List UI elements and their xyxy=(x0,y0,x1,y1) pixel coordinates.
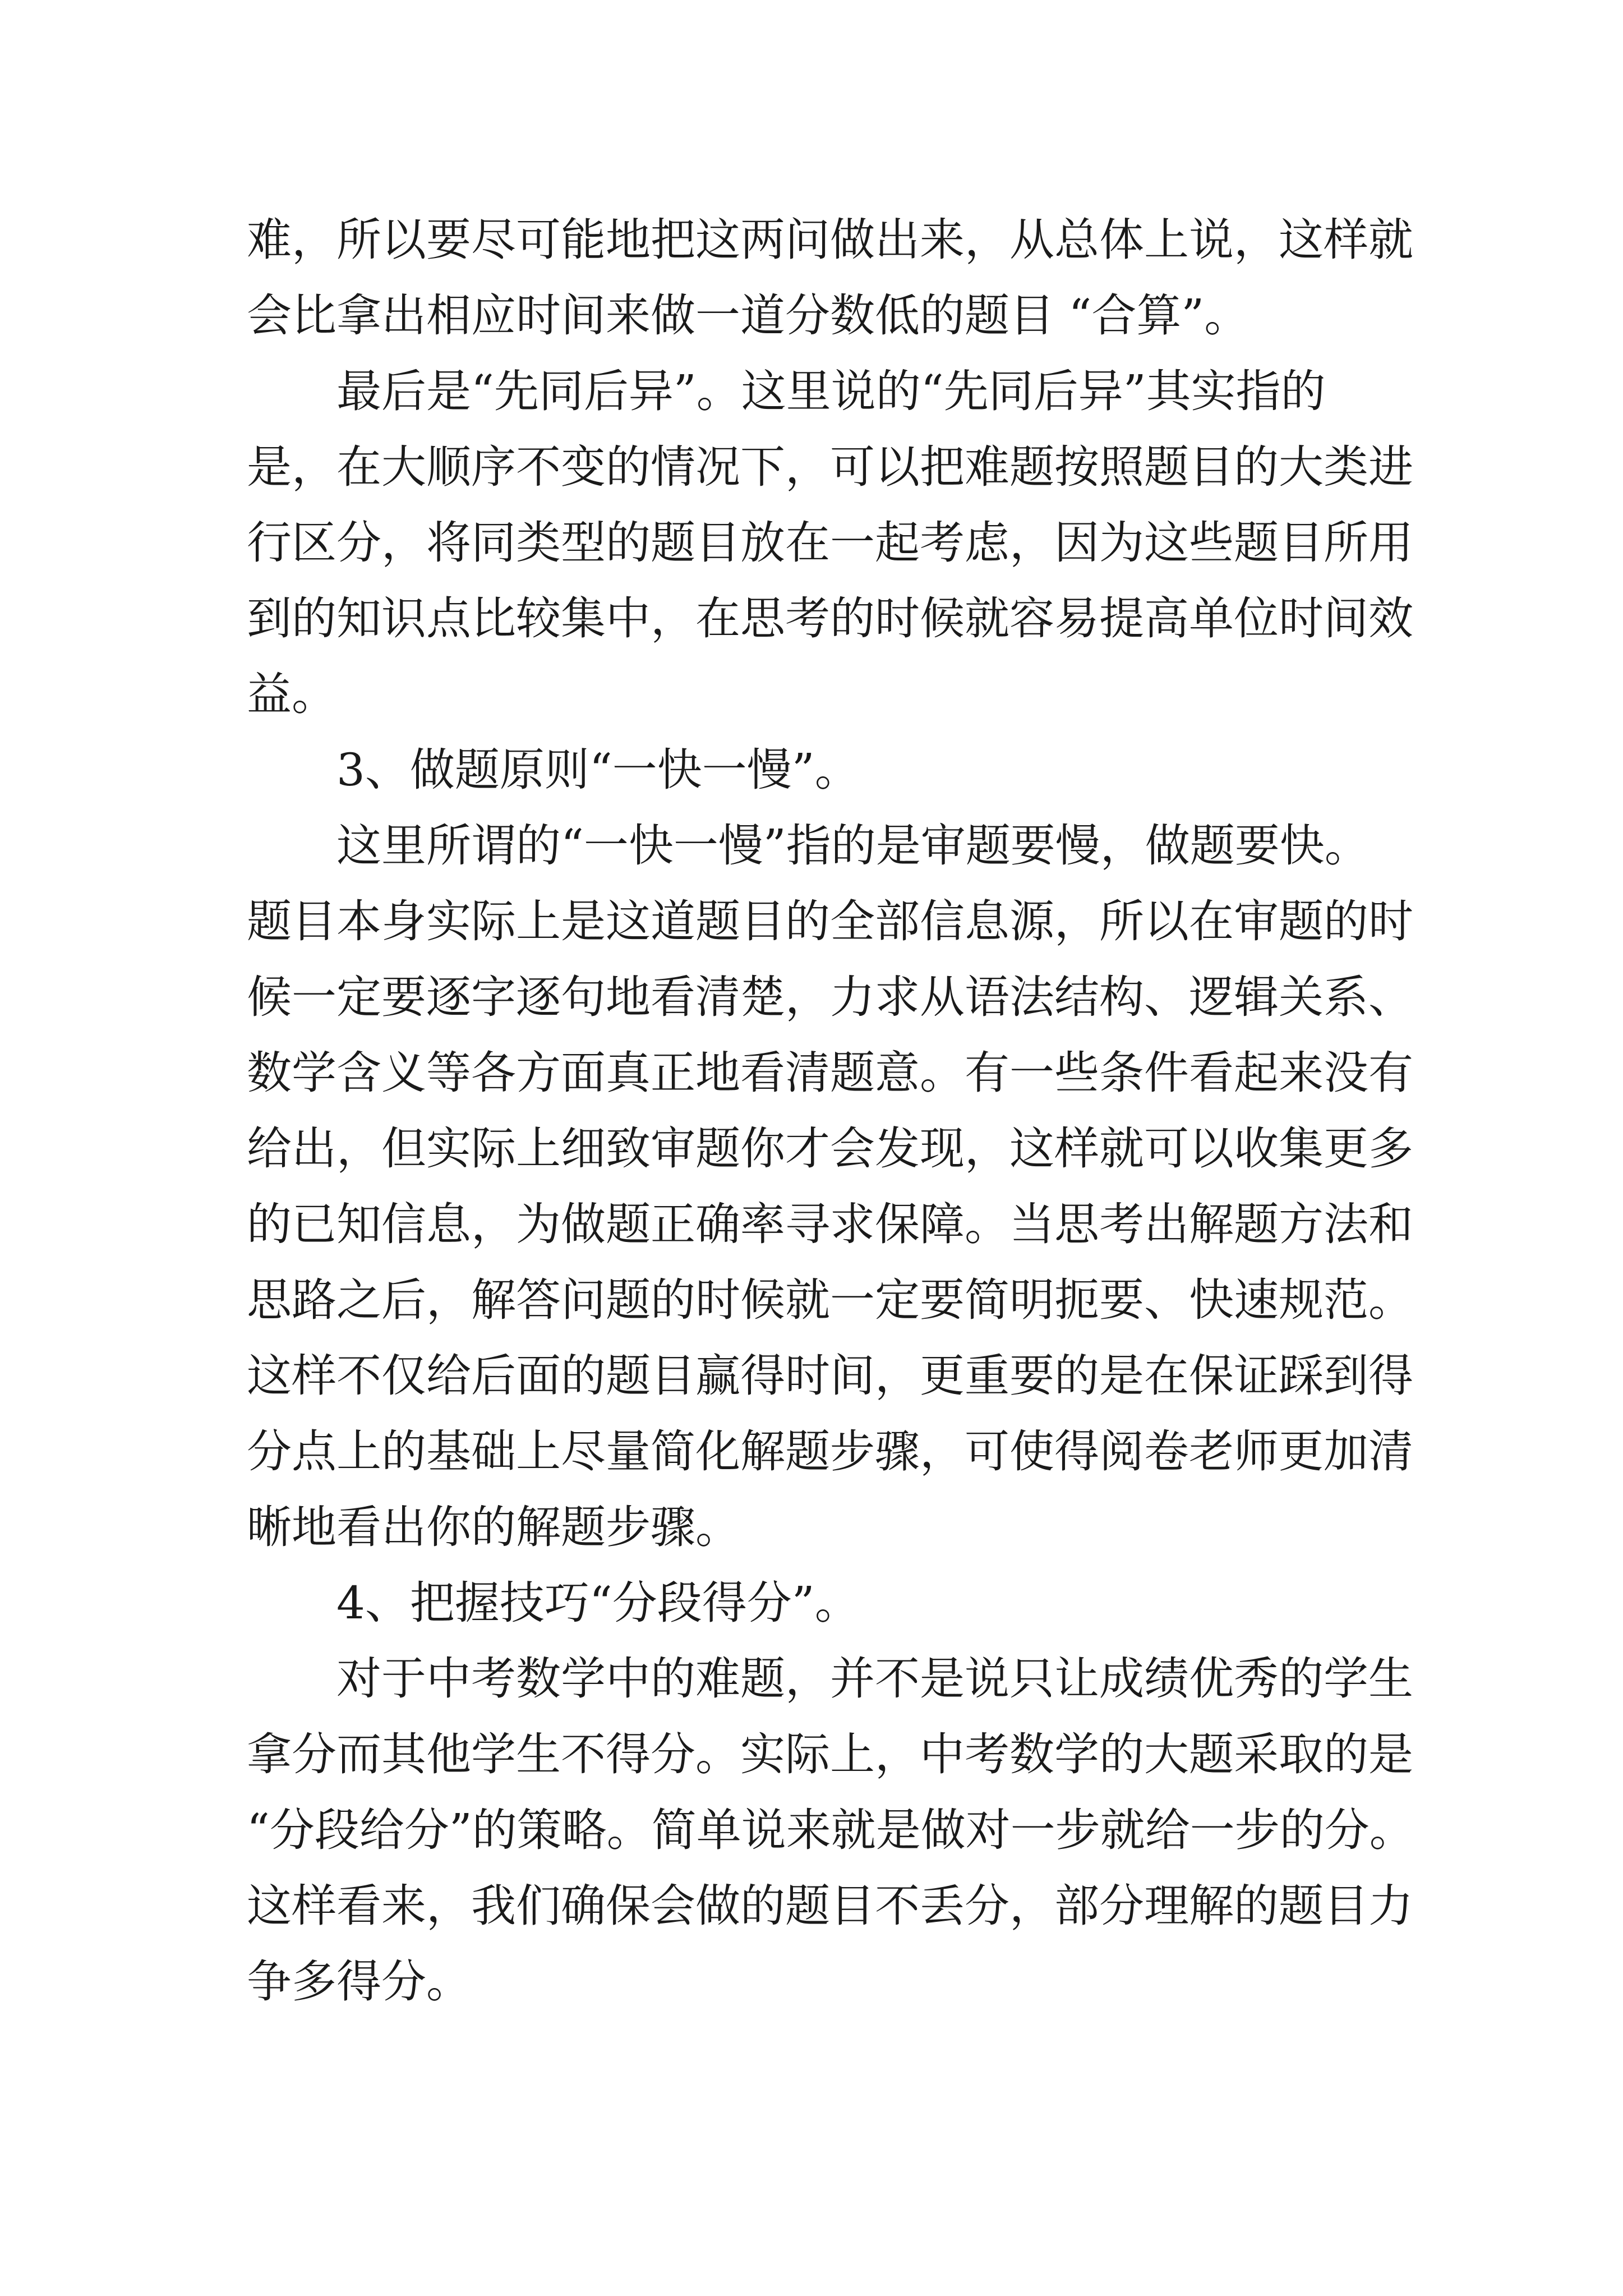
text-line: 是，在大顺序不变的情况下，可以把难题按照题目的大类进 xyxy=(247,441,1413,493)
paragraph xyxy=(247,1641,1413,2019)
section-heading xyxy=(247,732,1413,808)
text-line: 最后是“先同后异”。这里说的“先同后异”其实指的 xyxy=(336,365,1326,417)
text-line: 难，所以要尽可能地把这两问做出来，从总体上说，这样就 xyxy=(247,214,1413,266)
text-line: 分点上的基础上尽量简化解题步骤，可使得阅卷老师更加清 xyxy=(247,1425,1413,1478)
text-line: 4、把握技巧“分段得分”。 xyxy=(336,1577,860,1629)
text-line: 行区分，将同类型的题目放在一起考虑，因为这些题目所用 xyxy=(247,517,1413,569)
text-line: 这样不仅给后面的题目赢得时间，更重要的是在保证踩到得 xyxy=(247,1350,1413,1402)
paragraph xyxy=(247,353,1413,732)
document-body xyxy=(247,202,1413,2019)
paragraph xyxy=(247,808,1413,1565)
text-line: 3、做题原则“一快一慢”。 xyxy=(336,744,860,796)
text-line: 会比拿出相应时间来做一道分数低的题目 “合算”。 xyxy=(247,289,1249,342)
text-line: 的已知信息，为做题正确率寻求保障。当思考出解题方法和 xyxy=(247,1198,1413,1250)
text-line: 题目本身实际上是这道题目的全部信息源，所以在审题的时 xyxy=(247,895,1413,947)
text-line: “分段给分”的策略。简单说来就是做对一步就给一步的分。 xyxy=(247,1804,1414,1856)
text-line: 益。 xyxy=(247,668,336,720)
paragraph xyxy=(247,202,1413,353)
text-line: 这样看来，我们确保会做的题目不丢分，部分理解的题目力 xyxy=(247,1880,1413,1932)
text-line: 对于中考数学中的难题，并不是说只让成绩优秀的学生 xyxy=(336,1653,1413,1705)
text-line: 到的知识点比较集中，在思考的时候就容易提高单位时间效 xyxy=(247,592,1413,645)
text-line: 给出，但实际上细致审题你才会发现，这样就可以收集更多 xyxy=(247,1122,1413,1175)
text-line: 候一定要逐字逐句地看清楚，力求从语法结构、逻辑关系、 xyxy=(247,971,1413,1023)
text-line: 晰地看出你的解题步骤。 xyxy=(247,1501,740,1553)
text-line: 这里所谓的“一快一慢”指的是审题要慢，做题要快。 xyxy=(336,820,1370,872)
text-line: 思路之后，解答问题的时候就一定要简明扼要、快速规范。 xyxy=(247,1274,1413,1326)
section-heading xyxy=(247,1565,1413,1641)
text-line: 争多得分。 xyxy=(247,1955,471,2008)
text-line: 拿分而其他学生不得分。实际上，中考数学的大题采取的是 xyxy=(247,1728,1413,1780)
text-line: 数学含义等各方面真正地看清题意。有一些条件看起来没有 xyxy=(247,1047,1413,1099)
